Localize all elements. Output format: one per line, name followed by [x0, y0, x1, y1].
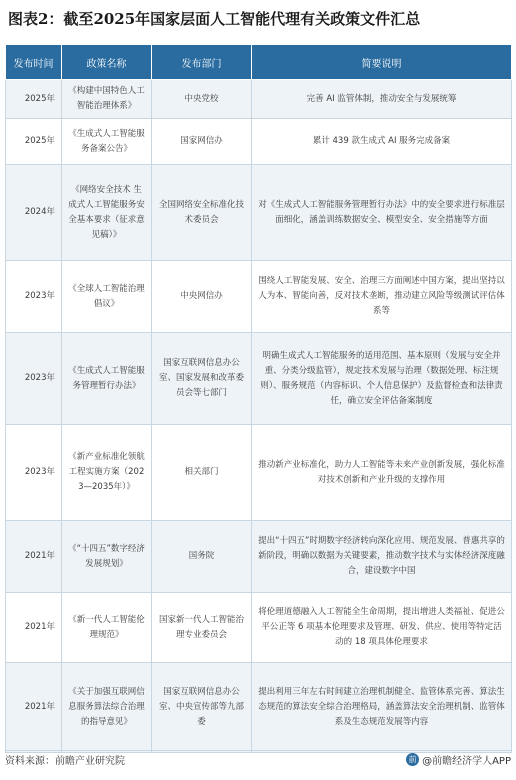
cell-year: 2021年	[6, 593, 62, 663]
policy-table-container	[5, 44, 511, 753]
cell-description: 围绕人工智能发展、安全、治理三方面阐述中国方案，提出坚持以人为本、智能向善，反对技术垄断，推动建立风险等级测试评估体系等	[252, 261, 512, 333]
source-note: 资料来源：前瞻产业研究院	[5, 756, 125, 767]
table-row	[6, 333, 512, 425]
cell-description: 对《生成式人工智能服务管理暂行办法》中的安全要求进行标准层面细化，涵盖训练数据安全、模型安全、安全措施等方面	[252, 165, 512, 261]
cell-description: 完善 AI 监管体制，推动安全与发展统筹	[252, 80, 512, 119]
header-year: 发布时间	[6, 45, 62, 80]
cell-department: 全国网络安全标准化技术委员会	[152, 165, 252, 261]
cell-year: 2023年	[6, 261, 62, 333]
cell-department: 国家网信办	[152, 119, 252, 165]
table-row	[6, 261, 512, 333]
cell-policy-name: 《构建中国特色人工智能治理体系》	[62, 80, 152, 119]
table-row	[6, 593, 512, 663]
cell-description: 累计 439 款生成式 AI 服务完成备案	[252, 119, 512, 165]
cell-year: 2025年	[6, 119, 62, 165]
brand-credit	[406, 752, 511, 767]
cell-department: 国务院	[152, 521, 252, 593]
table-row	[6, 425, 512, 521]
cell-year: 2023年	[6, 425, 62, 521]
cell-department: 中央网信办	[152, 261, 252, 333]
cell-department: 中央党校	[152, 80, 252, 119]
cell-department: 国家互联网信息办公室、国家发展和改革委员会等七部门	[152, 333, 252, 425]
header-description: 简要说明	[252, 45, 512, 80]
policy-table	[5, 44, 512, 753]
cell-policy-name: 《网络安全技术 生成式人工智能服务安全基本要求（征求意见稿）》	[62, 165, 152, 261]
cell-department: 相关部门	[152, 425, 252, 521]
table-row	[6, 663, 512, 753]
brand-logo-icon: 前	[406, 753, 419, 766]
cell-description: 明确生成式人工智能服务的适用范围、基本原则（发展与安全并重、分类分级监管），规定技术发展与治理（数据处理、标注规则）、服务规范（内容标识、个人信息保护）及监督检查和法律责任，确立安全评估备案制度	[252, 333, 512, 425]
table-header-row	[6, 45, 512, 80]
cell-policy-name: 《新产业标准化领航工程实施方案（2023—2035年）》	[62, 425, 152, 521]
footer	[5, 750, 511, 772]
header-department: 发布部门	[152, 45, 252, 80]
cell-policy-name: 《生成式人工智能服务备案公告》	[62, 119, 152, 165]
cell-policy-name: 《“十四五”数字经济发展规划》	[62, 521, 152, 593]
table-row	[6, 521, 512, 593]
cell-department: 国家互联网信息办公室、中央宣传部等九部委	[152, 663, 252, 753]
table-row	[6, 119, 512, 165]
cell-description: 提出利用三年左右时间建立治理机制健全、监管体系完善、算法生态规范的算法安全综合治理格局，涵盖算法安全治理机制、监管体系及生态规范发展等内容	[252, 663, 512, 753]
cell-year: 2025年	[6, 80, 62, 119]
cell-year: 2021年	[6, 663, 62, 753]
header-policy-name: 政策名称	[62, 45, 152, 80]
cell-description: 提出“十四五”时期数字经济转向深化应用、规范发展、普惠共享的新阶段，明确以数据为关键要素，推动数字技术与实体经济深度融合，建设数字中国	[252, 521, 512, 593]
cell-description: 推动新产业标准化，助力人工智能等未来产业创新发展，强化标准对技术创新和产业升级的支撑作用	[252, 425, 512, 521]
cell-policy-name: 《新一代人工智能伦理规范》	[62, 593, 152, 663]
page-title: 图表2：截至2025年国家层面人工智能代理有关政策文件汇总	[8, 10, 421, 28]
footer-divider	[5, 750, 511, 751]
table-row	[6, 80, 512, 119]
cell-department: 国家新一代人工智能治理专业委员会	[152, 593, 252, 663]
cell-policy-name: 《关于加强互联网信息服务算法综合治理的指导意见》	[62, 663, 152, 753]
cell-policy-name: 《生成式人工智能服务管理暂行办法》	[62, 333, 152, 425]
cell-description: 将伦理道德融入人工智能全生命周期，提出增进人类福祉、促进公平公正等 6 项基本伦理要求及管理、研发、供应、使用等特定活动的 18 项具体伦理要求	[252, 593, 512, 663]
table-row	[6, 165, 512, 261]
cell-year: 2021年	[6, 521, 62, 593]
cell-policy-name: 《全球人工智能治理倡议》	[62, 261, 152, 333]
brand-text: @前瞻经济学人APP	[422, 756, 511, 767]
cell-year: 2024年	[6, 165, 62, 261]
cell-year: 2023年	[6, 333, 62, 425]
